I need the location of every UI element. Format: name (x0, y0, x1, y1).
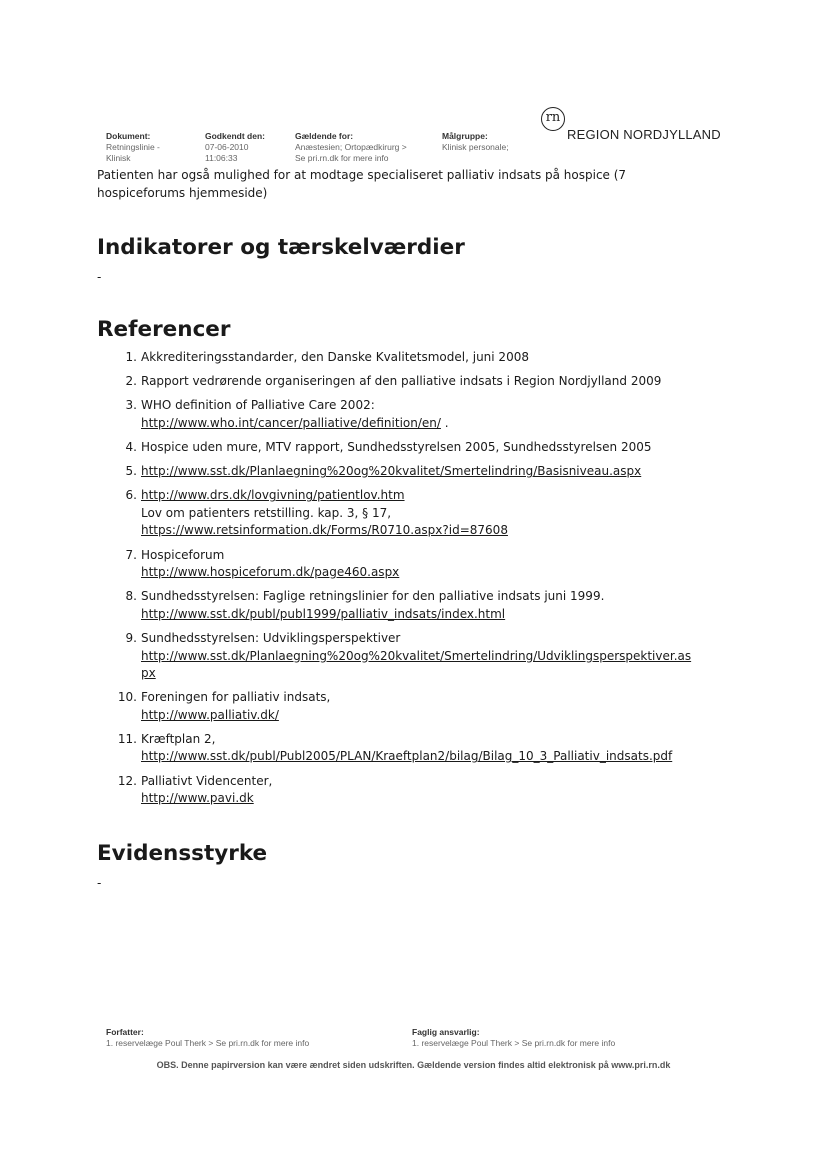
document-label: Dokument: (106, 131, 151, 141)
reference-list (107, 349, 727, 814)
responsible-label: Faglig ansvarlig: (412, 1027, 480, 1037)
reference-link-continued[interactable]: px (141, 666, 156, 680)
list-item (107, 397, 727, 432)
footer-author (106, 1027, 309, 1049)
header-applies (295, 131, 435, 164)
responsible-value: 1. reservelæge Poul Therk > Se pri.rn.dk for mere info (412, 1038, 616, 1048)
region-logo-icon: rn (541, 107, 565, 131)
applies-value-2: Se pri.rn.dk for mere info (295, 153, 389, 163)
reference-text: WHO definition of Palliative Care 2002: (141, 398, 375, 413)
reference-link[interactable]: http://www.pavi.dk (141, 791, 254, 806)
section-text-evidence: - (97, 876, 102, 890)
reference-number: 1. (125, 350, 137, 364)
author-label: Forfatter: (106, 1027, 144, 1037)
target-label: Målgruppe: (442, 131, 488, 141)
target-value: Klinisk personale; (442, 142, 509, 152)
reference-number: 3. (125, 398, 137, 413)
list-item (107, 547, 727, 582)
document-value-2: Klinisk (106, 153, 131, 163)
reference-text: Hospice uden mure, MTV rapport, Sundhedsstyrelsen 2005, Sundhedsstyrelsen 2005 (141, 440, 652, 455)
reference-text: Foreningen for palliativ indsats, (141, 690, 331, 705)
reference-text: Lov om patienters retstilling. kap. 3, § 17, (141, 505, 392, 520)
reference-number: 11. (117, 731, 137, 746)
reference-number: 2. (125, 374, 137, 389)
reference-number: 8. (125, 589, 137, 604)
list-item (107, 588, 727, 623)
list-item (107, 731, 727, 766)
list-item (107, 773, 727, 808)
header-target-group (442, 131, 542, 153)
list-item (107, 630, 727, 683)
reference-link[interactable]: http://www.palliativ.dk/ (141, 707, 279, 722)
reference-link[interactable]: http://www.sst.dk/publ/publ1999/palliativ_indsats/index.html (141, 606, 506, 621)
list-item (107, 689, 727, 724)
reference-text: Akkrediteringsstandarder, den Danske Kvalitetsmodel, juni 2008 (141, 350, 529, 364)
section-title-evidence: Evidensstyrke (97, 841, 268, 866)
header-approved (205, 131, 285, 164)
intro-paragraph: Patienten har også mulighed for at modtage specialiseret palliativ indsats på hospice (7 hospiceforums hjemmeside) (97, 168, 627, 200)
reference-text: Sundhedsstyrelsen: Faglige retningslinier for den palliative indsats juni 1999. (141, 589, 605, 604)
section-text-indicators: - (97, 270, 102, 284)
reference-number: 6. (125, 488, 137, 503)
reference-link-2[interactable]: https://www.retsinformation.dk/Forms/R0710.aspx?id=87608 (141, 523, 508, 538)
approved-date: 07-06-2010 (205, 142, 249, 152)
author-value: 1. reservelæge Poul Therk > Se pri.rn.dk for mere info (106, 1038, 310, 1048)
reference-number: 7. (125, 547, 137, 562)
section-title-references: Referencer (97, 317, 231, 342)
header-document (106, 131, 196, 164)
applies-value: Anæstesien; Ortopædkirurg > (295, 142, 407, 152)
reference-text: Sundhedsstyrelsen: Udviklingsperspektiver (141, 631, 401, 645)
reference-text: Hospiceforum (141, 547, 225, 562)
reference-link[interactable]: http://www.who.int/cancer/palliative/definition/en/ (141, 415, 441, 430)
region-logo-text: REGION NORDJYLLAND (567, 127, 721, 142)
reference-text: Rapport vedrørende organiseringen af den palliative indsats i Region Nordjylland 2009 (141, 374, 662, 389)
approved-label: Godkendt den: (205, 131, 265, 141)
list-item (107, 439, 727, 457)
document-value: Retningslinie - (106, 142, 160, 152)
list-item (107, 463, 727, 481)
reference-link[interactable]: http://www.drs.dk/lovgivning/patientlov.htm (141, 488, 405, 503)
approved-time: 11:06:33 (205, 153, 238, 163)
reference-link[interactable]: http://www.hospiceforum.dk/page460.aspx (141, 565, 400, 580)
list-item (107, 349, 727, 367)
reference-suffix: . (440, 415, 449, 430)
footer-responsible (412, 1027, 615, 1049)
reference-link[interactable]: http://www.sst.dk/Planlaegning%20og%20kvalitet/Smertelindring/Udviklingsperspektiver.as (141, 648, 692, 663)
applies-label: Gældende for: (295, 131, 354, 141)
reference-number: 4. (125, 440, 137, 455)
section-title-indicators: Indikatorer og tærskelværdier (97, 235, 465, 260)
reference-link[interactable]: http://www.sst.dk/publ/Publ2005/PLAN/Kraeftplan2/bilag/Bilag_10_3_Palliativ_indsats.pdf (141, 749, 673, 764)
reference-number: 5. (125, 464, 137, 479)
reference-text: Palliativt Videncenter, (141, 773, 273, 788)
reference-link[interactable]: http://www.sst.dk/Planlaegning%20og%20kvalitet/Smertelindring/Basisniveau.aspx (141, 464, 642, 479)
reference-number: 9. (125, 631, 137, 645)
reference-number: 12. (117, 773, 137, 788)
list-item (107, 373, 727, 391)
reference-text: Kræftplan 2, (141, 731, 216, 746)
reference-number: 10. (117, 690, 137, 705)
list-item (107, 487, 727, 540)
footer-notice: OBS. Denne papirversion kan være ændret siden udskriften. Gældende version findes altid elektronisk på www.pri.rn.dk (156, 1060, 671, 1070)
